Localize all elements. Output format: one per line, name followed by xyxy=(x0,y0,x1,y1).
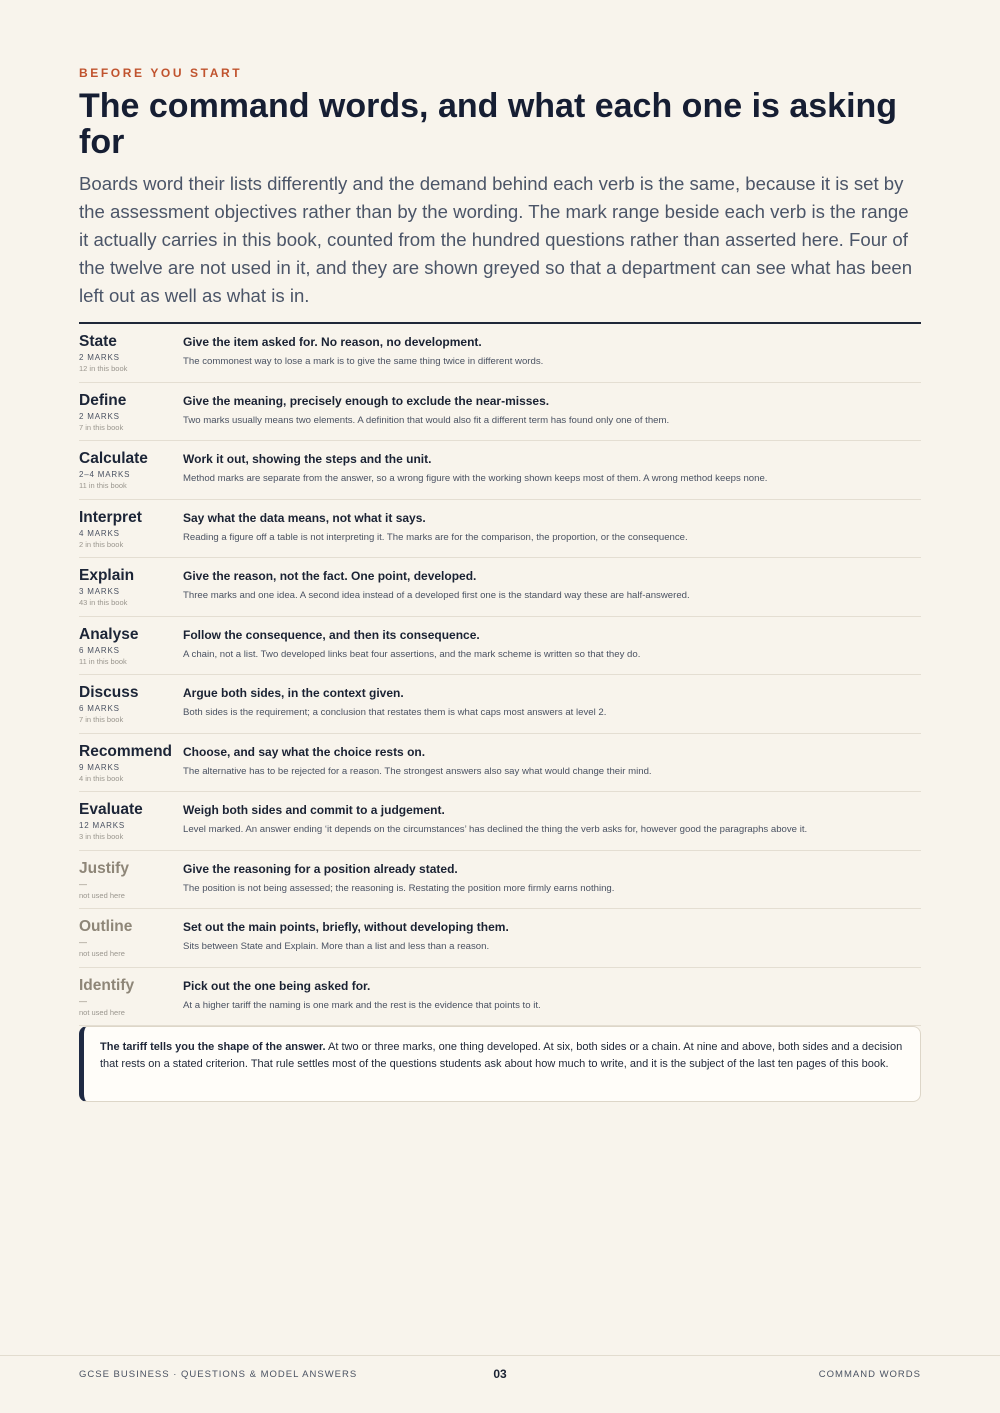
verb-note: Both sides is the requirement; a conclusion that restates them is what caps most answers at level 2. xyxy=(183,707,607,718)
usage-count: not used here xyxy=(79,1007,125,1017)
verb-note: The commonest way to lose a mark is to give the same thing twice in different words. xyxy=(183,356,544,367)
verb-column xyxy=(79,918,179,959)
verb-column xyxy=(79,684,179,725)
command-word: Analyse xyxy=(79,625,139,643)
usage-count: 43 in this book xyxy=(79,598,128,607)
command-word-row xyxy=(79,792,921,851)
verb-column xyxy=(79,567,179,608)
footer-rule xyxy=(0,1355,1000,1356)
mark-range: 12 MARKS xyxy=(79,821,125,830)
verb-demand: Follow the consequence, and then its consequence. xyxy=(183,627,480,642)
mark-range: 9 MARKS xyxy=(79,762,120,772)
command-word-row xyxy=(79,675,921,734)
verb-column xyxy=(79,977,179,1018)
verb-note: The alternative has to be rejected for a reason. The strongest answers also say what would change their mind. xyxy=(183,765,652,777)
verb-demand: Give the reason, not the fact. One point, developed. xyxy=(183,569,477,583)
mark-range: — xyxy=(79,996,88,1006)
command-word-row-unused xyxy=(79,968,921,1027)
command-word-row xyxy=(79,500,921,559)
verb-column xyxy=(79,743,179,784)
usage-count: 12 in this book xyxy=(79,364,128,373)
mark-range: 2–4 MARKS xyxy=(79,470,131,479)
command-word: Discuss xyxy=(79,684,139,701)
command-word: State xyxy=(79,333,117,350)
footer-book-title: GCSE BUSINESS · QUESTIONS & MODEL ANSWERS xyxy=(79,1369,358,1380)
mark-range: 2 MARKS xyxy=(79,411,120,421)
verb-note: Level marked. An answer ending ‘it depends on the circumstances’ has declined the thing the verb asks for, however good the paragraphs above it. xyxy=(183,824,808,835)
verb-column xyxy=(79,450,179,491)
command-word-row xyxy=(79,558,921,617)
command-word-row-unused xyxy=(79,851,921,910)
verb-demand: Set out the main points, briefly, without developing them. xyxy=(183,920,509,934)
usage-count: 11 in this book xyxy=(79,656,127,666)
verb-demand: Give the item asked for. No reason, no development. xyxy=(183,335,482,349)
section-eyebrow: BEFORE YOU START xyxy=(79,66,243,80)
command-word-row-unused xyxy=(79,909,921,968)
usage-count: not used here xyxy=(79,949,125,958)
verb-column xyxy=(79,509,179,550)
verb-demand: Weigh both sides and commit to a judgement. xyxy=(183,803,445,817)
verb-demand: Work it out, showing the steps and the unit. xyxy=(183,452,432,466)
command-word-row xyxy=(79,383,921,442)
footer-section-name: COMMAND WORDS xyxy=(818,1369,921,1380)
verb-column xyxy=(79,860,179,901)
callout-body: At two or three marks, one thing developed. At six, both sides or a chain. At nine and above, both sides and a decision that rests on a stated criterion. That rule settles most of the questions students ask about how much to write, and it is the subject of the last ten pages of this book. xyxy=(100,1041,903,1070)
verb-note: Method marks are separate from the answer, so a wrong figure with the working shown keeps most of them. A wrong method keeps none. xyxy=(183,473,768,484)
verb-column xyxy=(79,626,179,667)
verb-column xyxy=(79,392,179,433)
command-words-list xyxy=(79,324,921,1026)
verb-note: The position is not being assessed; the reasoning is. Restating the position more firmly earns nothing. xyxy=(183,882,615,894)
mark-range: 4 MARKS xyxy=(79,528,120,538)
intro-paragraph: Boards word their lists differently and the demand behind each verb is the same, because it is set by the assessment objectives rather than by the wording. The mark range beside each verb is the range it actually carries in this book, counted from the hundred questions rather than asserted here. Four of the twelve are not used in it, and they are shown greyed so that a department can see what has been left out as well as what is in. xyxy=(79,173,913,306)
mark-range: — xyxy=(79,938,88,947)
command-word: Calculate xyxy=(79,450,148,467)
command-word: Recommend xyxy=(79,742,173,760)
verb-note: A chain, not a list. Two developed links beat four assertions, and the mark scheme is written so that they do. xyxy=(183,648,641,660)
command-word: Identify xyxy=(79,976,135,994)
tariff-callout xyxy=(79,1026,921,1102)
verb-demand: Give the meaning, precisely enough to exclude the near-misses. xyxy=(183,393,550,408)
verb-note: Three marks and one idea. A second idea instead of a developed first one is the standard way these are half-answered. xyxy=(183,590,690,601)
command-word: Evaluate xyxy=(79,801,143,818)
mark-range: — xyxy=(79,879,88,889)
verb-demand: Choose, and say what the choice rests on. xyxy=(183,744,426,759)
command-word-row xyxy=(79,734,921,793)
usage-count: 3 in this book xyxy=(79,832,124,841)
verb-demand: Pick out the one being asked for. xyxy=(183,978,371,993)
callout-lead: The tariff tells you the shape of the answer. xyxy=(100,1041,326,1053)
verb-column xyxy=(79,333,179,374)
mark-range: 6 MARKS xyxy=(79,704,120,713)
verb-note: Sits between State and Explain. More than a list and less than a reason. xyxy=(183,941,490,952)
command-word-row xyxy=(79,617,921,676)
mark-range: 2 MARKS xyxy=(79,353,120,362)
command-word-row xyxy=(79,441,921,500)
verb-note: Reading a figure off a table is not interpreting it. The marks are for the comparison, the proportion, or the consequence. xyxy=(183,531,688,543)
usage-count: not used here xyxy=(79,890,125,900)
usage-count: 11 in this book xyxy=(79,481,127,490)
verb-demand: Say what the data means, not what it says. xyxy=(183,510,426,525)
verb-column xyxy=(79,801,179,842)
usage-count: 2 in this book xyxy=(79,539,124,549)
command-word: Outline xyxy=(79,918,133,935)
mark-range: 6 MARKS xyxy=(79,645,120,655)
page-number: 03 xyxy=(493,1367,507,1381)
verb-note: At a higher tariff the naming is one mark and the rest is the evidence that points to it. xyxy=(183,999,541,1011)
command-word: Define xyxy=(79,391,127,409)
verb-note: Two marks usually means two elements. A definition that would also fit a different term has found only one of them. xyxy=(183,414,670,426)
command-word: Interpret xyxy=(79,508,142,526)
command-word: Justify xyxy=(79,859,129,877)
usage-count: 7 in this book xyxy=(79,715,124,724)
verb-demand: Argue both sides, in the context given. xyxy=(183,686,404,700)
verb-demand: Give the reasoning for a position already stated. xyxy=(183,861,458,876)
page-title: The command words, and what each one is asking for xyxy=(79,87,898,161)
usage-count: 4 in this book xyxy=(79,773,124,783)
command-word-row xyxy=(79,324,921,383)
command-word: Explain xyxy=(79,567,135,584)
usage-count: 7 in this book xyxy=(79,422,124,432)
mark-range: 3 MARKS xyxy=(79,587,120,596)
